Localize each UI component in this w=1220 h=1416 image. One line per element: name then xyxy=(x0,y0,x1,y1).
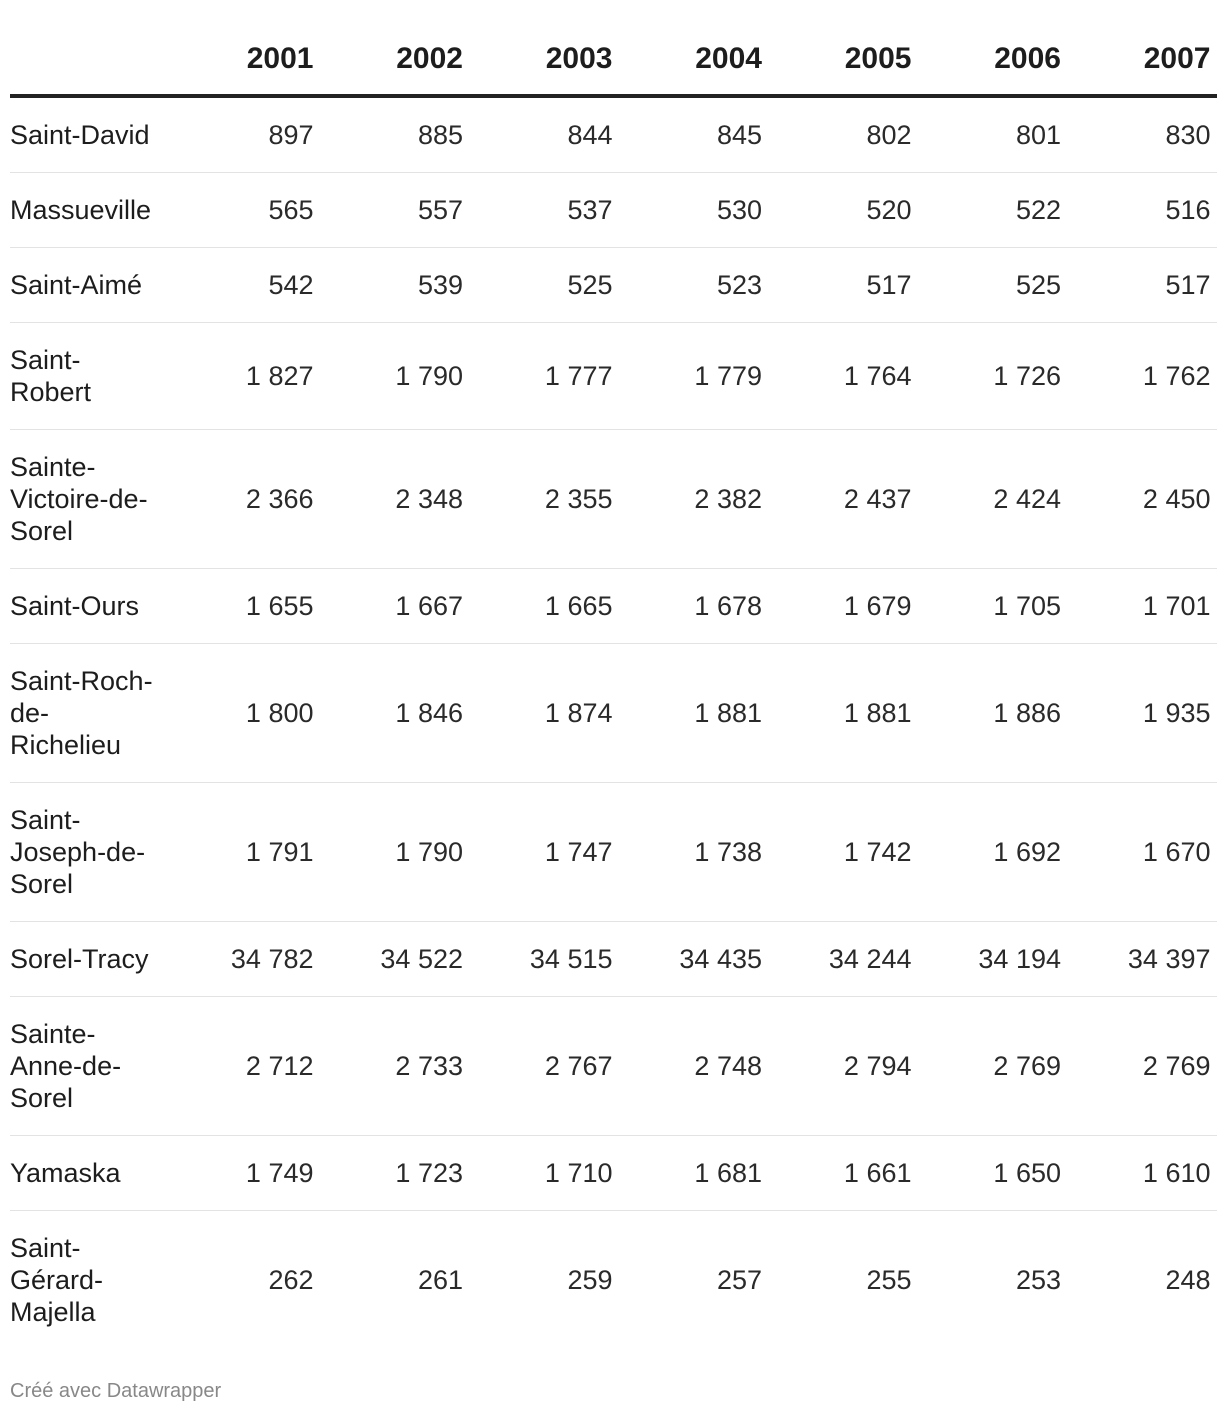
table-row xyxy=(10,997,1217,1136)
column-header-2003: 2003 xyxy=(469,28,619,96)
row-label: Sainte-Victoire-de-Sorel xyxy=(10,430,170,569)
table-cell: 2 769 xyxy=(918,997,1068,1136)
table-cell: 2 382 xyxy=(619,430,769,569)
table-row xyxy=(10,569,1217,644)
table-row xyxy=(10,430,1217,569)
table-cell: 2 769 xyxy=(1067,997,1217,1136)
table-cell: 2 794 xyxy=(768,997,918,1136)
table-cell: 1 665 xyxy=(469,569,619,644)
table-row xyxy=(10,922,1217,997)
table-cell: 259 xyxy=(567,1265,613,1295)
table-cell: 2 424 xyxy=(918,430,1068,569)
table-cell: 253 xyxy=(1015,1265,1061,1295)
table-header xyxy=(10,28,1217,96)
table-cell: 248 xyxy=(1165,1265,1211,1295)
row-label: Saint-Robert xyxy=(10,323,170,430)
table-cell: 1 710 xyxy=(469,1136,619,1211)
table-cell: 802 xyxy=(768,96,918,173)
table-cell: 2 437 xyxy=(768,430,918,569)
footer-credit: Créé avec Datawrapper xyxy=(10,1380,222,1402)
column-header-2007: 2007 xyxy=(1067,28,1217,96)
row-label: Sainte-Anne-de-Sorel xyxy=(10,997,170,1136)
table-cell: 845 xyxy=(619,96,769,173)
table-cell: 1 678 xyxy=(619,569,769,644)
table-cell: 1 764 xyxy=(768,323,918,430)
table-cell: 2 348 xyxy=(320,430,470,569)
table-cell: 1 723 xyxy=(320,1136,470,1211)
row-label: Saint-Joseph-de-Sorel xyxy=(10,783,170,922)
table-cell: 1 650 xyxy=(918,1136,1068,1211)
table-cell: 897 xyxy=(170,96,320,173)
table-cell: 1 800 xyxy=(170,644,320,783)
table-cell: 2 450 xyxy=(1067,430,1217,569)
table-cell: 257 xyxy=(716,1265,762,1295)
table-cell: 1 935 xyxy=(1067,644,1217,783)
row-label: Saint-Ours xyxy=(10,569,170,644)
data-table-container xyxy=(10,28,1210,1349)
table-cell: 517 xyxy=(1067,248,1217,323)
table-cell: 2 355 xyxy=(469,430,619,569)
table-cell: 542 xyxy=(170,248,320,323)
table-cell: 1 655 xyxy=(170,569,320,644)
table-cell: 1 738 xyxy=(619,783,769,922)
row-label: Saint-Aimé xyxy=(10,248,170,323)
table-cell: 1 791 xyxy=(170,783,320,922)
table-body xyxy=(10,96,1217,1349)
table-row xyxy=(10,248,1217,323)
table-cell: 801 xyxy=(918,96,1068,173)
table-cell: 830 xyxy=(1067,96,1217,173)
data-table xyxy=(10,28,1217,1349)
row-label: Yamaska xyxy=(10,1136,170,1211)
table-cell: 1 790 xyxy=(320,783,470,922)
table-cell: 1 846 xyxy=(320,644,470,783)
table-cell: 1 762 xyxy=(1067,323,1217,430)
table-row xyxy=(10,1136,1217,1211)
table-cell: 2 767 xyxy=(469,997,619,1136)
row-label: Sorel-Tracy xyxy=(10,922,170,997)
header-corner xyxy=(10,28,170,96)
table-row xyxy=(10,644,1217,783)
table-cell: 2 712 xyxy=(170,997,320,1136)
table-cell: 525 xyxy=(918,248,1068,323)
column-header-2004: 2004 xyxy=(619,28,769,96)
table-cell: 1 681 xyxy=(619,1136,769,1211)
row-label: Saint-Gérard-Majella xyxy=(10,1233,104,1327)
table-cell: 34 194 xyxy=(918,922,1068,997)
table-cell: 517 xyxy=(768,248,918,323)
table-cell: 525 xyxy=(469,248,619,323)
table-row xyxy=(10,1211,1217,1350)
table-cell: 1 705 xyxy=(918,569,1068,644)
column-header-2001: 2001 xyxy=(170,28,320,96)
table-row xyxy=(10,323,1217,430)
table-cell: 34 515 xyxy=(469,922,619,997)
table-cell: 1 692 xyxy=(918,783,1068,922)
table-cell: 2 748 xyxy=(619,997,769,1136)
table-cell: 34 435 xyxy=(619,922,769,997)
table-cell: 34 522 xyxy=(320,922,470,997)
table-cell: 255 xyxy=(866,1265,912,1295)
column-header-2006: 2006 xyxy=(918,28,1068,96)
table-cell: 262 xyxy=(268,1265,314,1295)
table-cell: 34 244 xyxy=(768,922,918,997)
table-cell: 1 747 xyxy=(469,783,619,922)
table-cell: 1 679 xyxy=(768,569,918,644)
table-cell: 34 397 xyxy=(1067,922,1217,997)
column-header-2005: 2005 xyxy=(768,28,918,96)
table-cell: 1 749 xyxy=(170,1136,320,1211)
table-cell: 1 886 xyxy=(918,644,1068,783)
table-cell: 1 667 xyxy=(320,569,470,644)
row-label: Massueville xyxy=(10,173,170,248)
table-cell: 1 777 xyxy=(469,323,619,430)
table-cell: 522 xyxy=(918,173,1068,248)
table-cell: 523 xyxy=(619,248,769,323)
table-cell: 1 670 xyxy=(1067,783,1217,922)
table-cell: 516 xyxy=(1067,173,1217,248)
table-cell: 1 790 xyxy=(320,323,470,430)
row-label: Saint-David xyxy=(10,96,170,173)
table-cell: 1 661 xyxy=(768,1136,918,1211)
table-cell: 2 366 xyxy=(170,430,320,569)
header-row xyxy=(10,28,1217,96)
table-cell: 261 xyxy=(417,1265,463,1295)
table-cell: 1 610 xyxy=(1067,1136,1217,1211)
table-cell: 565 xyxy=(170,173,320,248)
table-cell: 530 xyxy=(619,173,769,248)
table-cell: 557 xyxy=(320,173,470,248)
table-cell: 34 782 xyxy=(170,922,320,997)
table-cell: 1 742 xyxy=(768,783,918,922)
table-cell: 1 874 xyxy=(469,644,619,783)
table-cell: 1 881 xyxy=(768,644,918,783)
table-cell: 2 733 xyxy=(320,997,470,1136)
column-header-2002: 2002 xyxy=(320,28,470,96)
table-row xyxy=(10,173,1217,248)
table-cell: 885 xyxy=(320,96,470,173)
table-cell: 844 xyxy=(469,96,619,173)
table-cell: 1 779 xyxy=(619,323,769,430)
table-cell: 539 xyxy=(320,248,470,323)
table-cell: 1 827 xyxy=(170,323,320,430)
table-cell: 537 xyxy=(469,173,619,248)
row-label: Saint-Roch-de-Richelieu xyxy=(10,644,170,783)
table-cell: 1 701 xyxy=(1067,569,1217,644)
table-cell: 1 726 xyxy=(918,323,1068,430)
table-row xyxy=(10,783,1217,922)
table-cell: 520 xyxy=(768,173,918,248)
table-cell: 1 881 xyxy=(619,644,769,783)
table-row xyxy=(10,96,1217,173)
